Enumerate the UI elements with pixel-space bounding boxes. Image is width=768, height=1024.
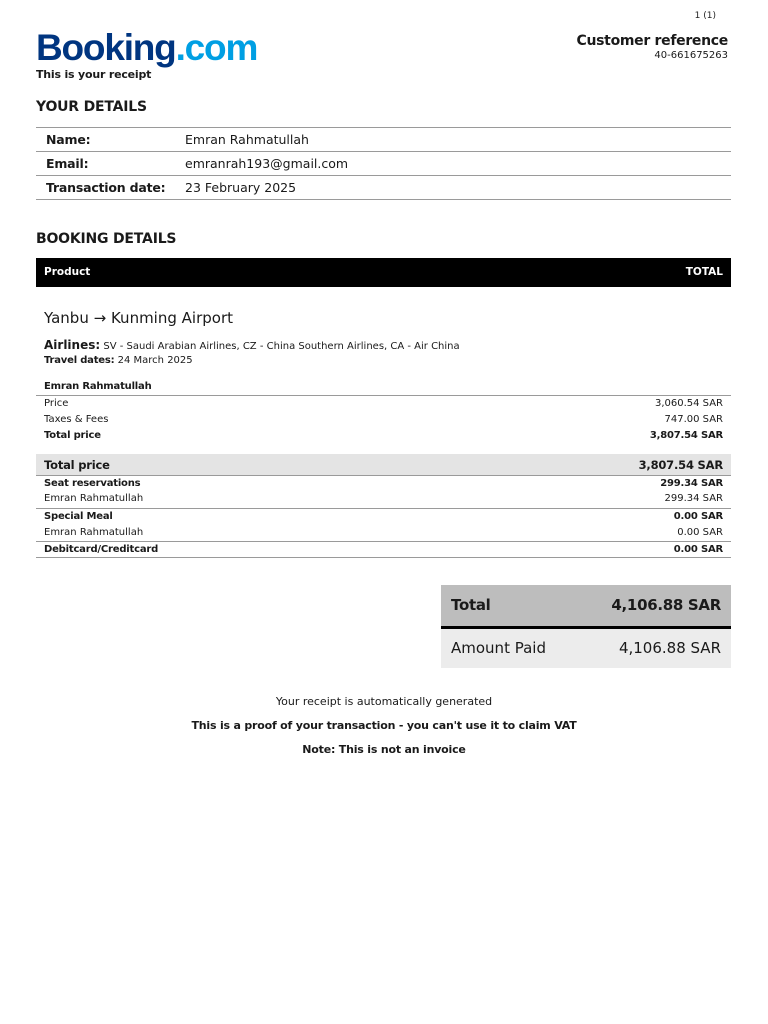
logo-domain: .com [175,27,258,68]
airlines-value: SV - Saudi Arabian Airlines, CZ - China Southern Airlines, CA - Air China [103,341,460,352]
travel-dates-line [44,355,193,366]
product-header-bar [36,258,731,287]
divider [36,475,731,476]
grand-total-label: Total [451,596,491,614]
special-meal-value: 0.00 SAR [673,511,723,522]
special-meal-row [44,511,723,522]
seat-passenger-row [44,493,723,504]
seat-reservations-label: Seat reservations [44,478,141,489]
receipt-subtitle: This is your receipt [36,68,152,81]
details-row-transaction-date [36,176,731,200]
total-column-header: TOTAL [685,266,723,278]
total-price-label: Total price [44,458,110,472]
customer-reference-number: 40-661675263 [654,50,728,61]
amount-paid-box [441,629,731,668]
details-value: Emran Rahmatullah [185,128,731,152]
footer-auto-generated: Your receipt is automatically generated [275,695,493,708]
taxes-label: Taxes & Fees [44,414,109,425]
details-value: emranrah193@gmail.com [185,152,731,176]
divider [36,541,731,542]
seat-reservations-value: 299.34 SAR [660,478,723,489]
taxes-value: 747.00 SAR [664,414,723,425]
total-price-value: 3,807.54 SAR [638,458,723,472]
seat-passenger-value: 299.34 SAR [664,493,723,504]
route-destination: Kunming Airport [110,309,233,327]
details-value: 23 February 2025 [185,176,731,200]
details-label: Transaction date: [36,176,185,200]
details-row-name [36,128,731,152]
footer-vat-notice: This is a proof of your transaction - you can't use it to claim VAT [191,719,577,732]
price-label: Price [44,398,69,409]
grand-total-box [441,585,731,629]
price-row [44,398,723,409]
payment-method-value: 0.00 SAR [673,544,723,555]
your-details-table [36,127,731,200]
meal-passenger-name: Emran Rahmatullah [44,527,144,538]
total-price-band [36,454,731,475]
taxes-row [44,414,723,425]
travel-dates-label: Travel dates: [44,355,115,366]
page-number: 1 (1) [694,11,716,21]
route-origin: Yanbu [44,309,89,327]
customer-reference [577,33,729,61]
divider [36,557,731,558]
grand-total-value: 4,106.88 SAR [611,596,721,614]
amount-paid-value: 4,106.88 SAR [618,639,721,657]
price-value: 3,060.54 SAR [654,398,723,409]
travel-dates-value: 24 March 2025 [117,355,193,366]
subtotal-row [44,430,723,441]
payment-method-label: Debitcard/Creditcard [44,544,159,555]
seat-passenger-name: Emran Rahmatullah [44,493,144,504]
special-meal-label: Special Meal [44,511,113,522]
seat-reservations-row [44,478,723,489]
route-arrow: → [93,309,107,327]
footer-invoice-note: Note: This is not an invoice [302,743,466,756]
meal-passenger-row [44,527,723,538]
meal-passenger-value: 0.00 SAR [677,527,723,538]
passenger-name: Emran Rahmatullah [44,381,152,392]
booking-logo [36,29,257,66]
product-column-header: Product [44,266,91,278]
your-details-title: YOUR DETAILS [36,99,147,115]
details-row-email [36,152,731,176]
logo-wordmark: Booking [36,27,176,68]
booking-details-title: BOOKING DETAILS [36,231,177,247]
divider [36,508,731,509]
payment-method-row [44,544,723,555]
details-label: Name: [36,128,185,152]
amount-paid-label: Amount Paid [451,639,546,657]
subtotal-label: Total price [44,430,101,441]
airlines-label: Airlines: [44,338,101,352]
airlines-line [44,338,460,352]
details-label: Email: [36,152,185,176]
subtotal-value: 3,807.54 SAR [649,430,723,441]
divider [36,395,731,396]
flight-route [44,309,233,327]
customer-reference-label: Customer reference [576,33,728,49]
